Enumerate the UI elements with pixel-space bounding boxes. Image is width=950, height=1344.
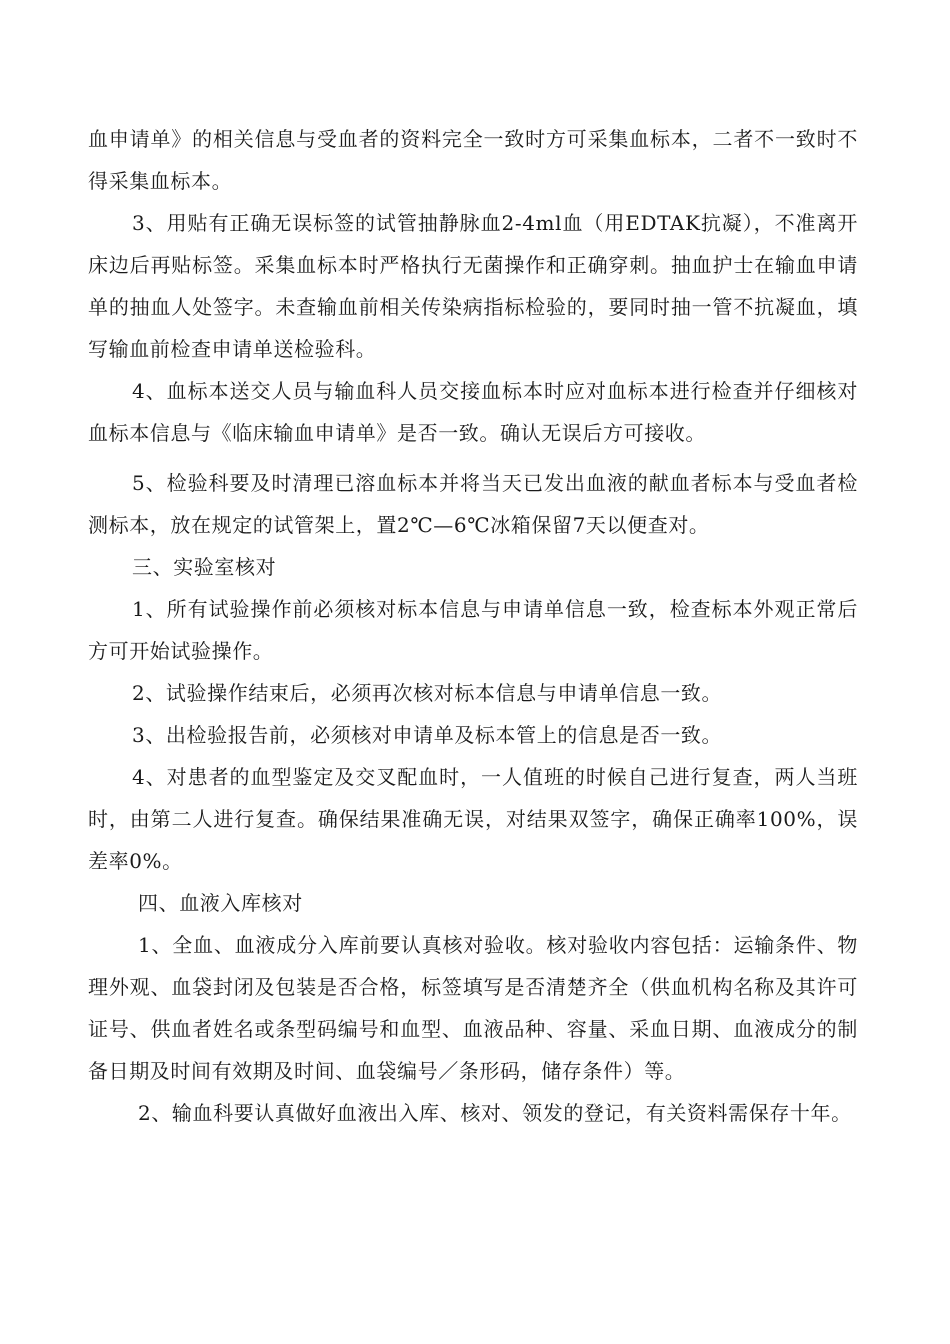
paragraph-storage-item-2: 2、输血科要认真做好血液出入库、核对、领发的登记，有关资料需保存十年。	[138, 1101, 852, 1125]
paragraph-continuation: 血申请单》的相关信息与受血者的资料完全一致时方可采集血标本，二者不一致时不得采集血标本。	[88, 127, 858, 193]
paragraph-lab-item-2: 2、试验操作结束后，必须再次核对标本信息与申请单信息一致。	[132, 681, 723, 705]
document-body	[88, 118, 858, 1134]
paragraph-lab-item-1: 1、所有试验操作前必须核对标本信息与申请单信息一致，检查标本外观正常后方可开始试验操作。	[88, 597, 858, 663]
paragraph-item-4: 4、血标本送交人员与输血科人员交接血标本时应对血标本进行检查并仔细核对血标本信息与《临床输血申请单》是否一致。确认无误后方可接收。	[88, 379, 858, 445]
section-heading-blood-storage: 四、血液入库核对	[138, 891, 303, 915]
paragraph-item-5: 5、检验科要及时清理已溶血标本并将当天已发出血液的献血者标本与受血者检测标本，放在规定的试管架上，置2℃—6℃冰箱保留7天以便查对。	[88, 471, 858, 537]
paragraph-lab-item-3: 3、出检验报告前，必须核对申请单及标本管上的信息是否一致。	[132, 723, 723, 747]
section-heading-lab-check: 三、实验室核对	[132, 555, 277, 579]
paragraph-lab-item-4: 4、对患者的血型鉴定及交叉配血时，一人值班的时候自己进行复查，两人当班时，由第二人进行复查。确保结果准确无误，对结果双签字，确保正确率100%，误差率0%。	[88, 765, 858, 873]
paragraph-item-3: 3、用贴有正确无误标签的试管抽静脉血2-4ml血（用EDTAK抗凝），不准离开床边后再贴标签。采集血标本时严格执行无菌操作和正确穿刺。抽血护士在输血申请单的抽血人处签字。未查输血前相关传染病指标检验的，要同时抽一管不抗凝血，填写输血前检查申请单送检验科。	[88, 211, 858, 361]
paragraph-storage-item-1: 1、全血、血液成分入库前要认真核对验收。核对验收内容包括：运输条件、物理外观、血袋封闭及包装是否合格，标签填写是否清楚齐全（供血机构名称及其许可证号、供血者姓名或条型码编号和血型、血液品种、容量、采血日期、血液成分的制备日期及时间有效期及时间、血袋编号／条形码，储存条件）等。	[88, 933, 858, 1083]
